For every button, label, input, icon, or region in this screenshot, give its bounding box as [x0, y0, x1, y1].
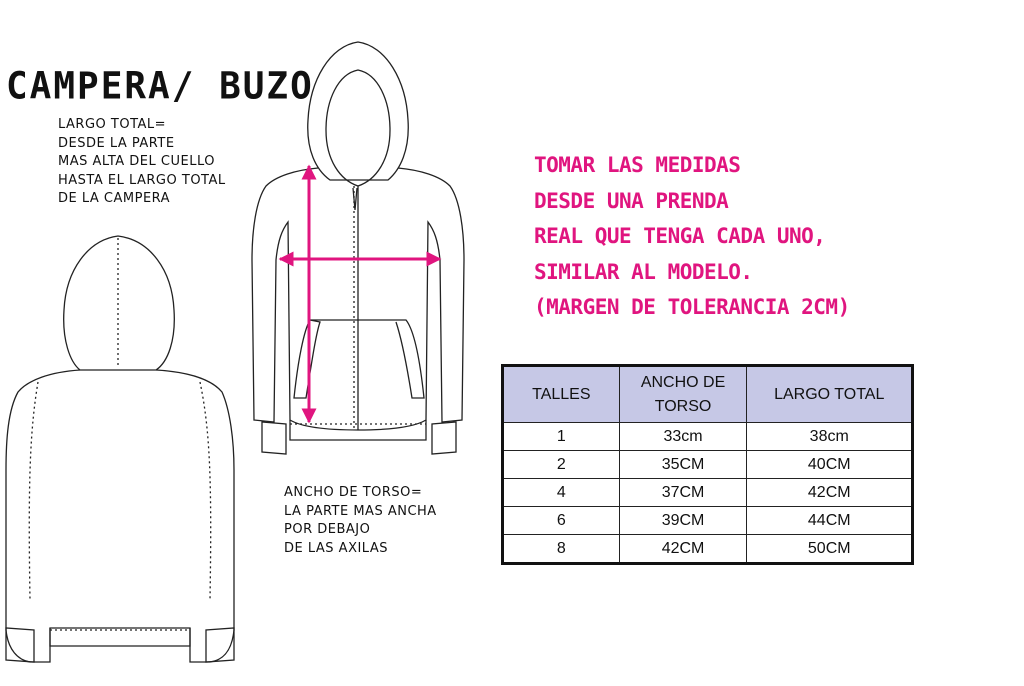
- header-ancho-torso: [619, 366, 747, 423]
- cell-ancho: 42CM: [619, 535, 747, 564]
- instruction-line: TOMAR LAS MEDIDAS: [534, 153, 741, 177]
- cell-ancho: 39CM: [619, 507, 747, 535]
- page-title: CAMPERA/ BUZO: [6, 64, 314, 109]
- cell-talle: 4: [503, 479, 620, 507]
- cell-largo: 40CM: [747, 451, 913, 479]
- note-line: DESDE LA PARTE: [58, 135, 175, 151]
- header-talles: TALLES: [503, 366, 620, 423]
- instruction-line: REAL QUE TENGA CADA UNO,: [534, 224, 826, 248]
- cell-largo: 38cm: [747, 423, 913, 451]
- instruction-line: SIMILAR AL MODELO.: [534, 259, 753, 284]
- cell-talle: 2: [503, 451, 620, 479]
- note-line: LA PARTE MAS ANCHA: [284, 503, 437, 519]
- note-line: DE LAS AXILAS: [284, 540, 388, 556]
- header-ancho-torso-label: ANCHO DE TORSO: [640, 373, 726, 415]
- size-table: [501, 364, 914, 565]
- table-row: [503, 507, 913, 535]
- instruction-line: DESDE UNA PRENDA: [534, 188, 729, 213]
- table-row: [503, 535, 913, 564]
- table-row: [503, 451, 913, 479]
- table-header-row: [503, 366, 913, 423]
- note-line: DE LA CAMPERA: [58, 191, 171, 206]
- largo-total-note: [58, 116, 226, 209]
- note-line: MAS ALTA DEL CUELLO: [58, 154, 215, 169]
- cell-ancho: 35CM: [619, 451, 747, 479]
- measurement-arrows: [280, 166, 440, 422]
- cell-largo: 50CM: [747, 535, 913, 564]
- note-line: HASTA EL LARGO TOTAL: [58, 172, 226, 188]
- note-line: POR DEBAJO: [284, 522, 371, 537]
- table-row: [503, 423, 913, 451]
- back-view-hoodie: [6, 236, 234, 662]
- cell-largo: 42CM: [747, 479, 913, 507]
- note-line: ANCHO DE TORSO=: [284, 485, 423, 500]
- instruction-line: (MARGEN DE TOLERANCIA 2CM): [534, 295, 850, 319]
- note-line: LARGO TOTAL=: [58, 117, 167, 132]
- cell-talle: 8: [503, 535, 620, 564]
- ancho-torso-note: [284, 484, 437, 558]
- cell-largo: 44CM: [747, 507, 913, 535]
- measurement-instructions: [534, 148, 850, 326]
- cell-ancho: 33cm: [619, 423, 747, 451]
- cell-ancho: 37CM: [619, 479, 747, 507]
- table-row: [503, 479, 913, 507]
- header-largo-total: LARGO TOTAL: [747, 366, 913, 423]
- cell-talle: 1: [503, 423, 620, 451]
- cell-talle: 6: [503, 507, 620, 535]
